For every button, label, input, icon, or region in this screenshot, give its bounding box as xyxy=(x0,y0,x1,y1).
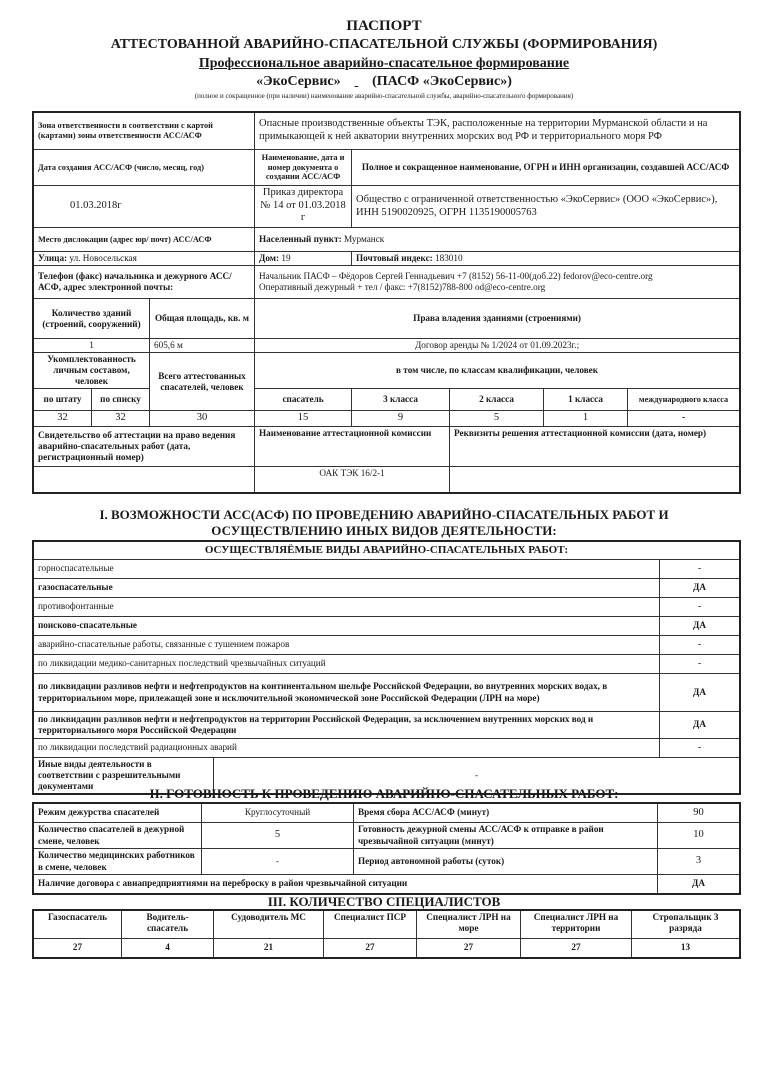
buildings-label: Количество зданий (строений, сооружений) xyxy=(34,299,150,339)
street-label: Улица: xyxy=(38,253,68,263)
creation-doc-value: Приказ директора № 14 от 01.03.2018 г xyxy=(255,186,352,228)
work-row-label: поисково-спасательные xyxy=(34,617,660,636)
zip-value: 183010 xyxy=(435,253,463,263)
class-international-value: - xyxy=(628,411,740,427)
work-row-label: газоспасательные xyxy=(34,579,660,598)
area-label: Общая площадь, кв. м xyxy=(150,299,255,339)
air-contract-value: ДА xyxy=(658,875,740,894)
header-note: (полное и сокращенное (при наличии) наименование аварийно-спасательной службы, аварийно-спасательного формирования) xyxy=(194,92,574,100)
decision-label: Реквизиты решения аттестационной комиссии (дата, номер) xyxy=(450,426,740,466)
assembly-time-label: Время сбора АСС/АСФ (минут) xyxy=(354,804,658,823)
work-row-label: по ликвидации разливов нефти и нефтепродуктов на территории Российской Федерации, за исключением внутренних морских вод и территориального моря Российской Федерации xyxy=(34,712,660,739)
section1-title-line1: I. ВОЗМОЖНОСТИ АСС(АСФ) ПО ПРОВЕДЕНИЮ АВАРИЙНО-СПАСАТЕЛЬНЫХ РАБОТ И xyxy=(99,507,669,522)
rights-label: Права владения зданиями (строениями) xyxy=(255,299,740,339)
duty-mode-value: Круглосуточный xyxy=(202,804,354,823)
work-row-value: - xyxy=(660,636,740,655)
work-row-label: по ликвидации последствий радиационных аварий xyxy=(34,739,660,758)
specialist-count: 27 xyxy=(521,939,632,958)
work-row-value: ДА xyxy=(660,579,740,598)
class-col-3: 3 класса xyxy=(352,389,450,411)
founder-org-label: Полное и сокращенное наименование, ОГРН и ИНН организации, создавшей АСС/АСФ xyxy=(352,150,740,186)
certificate-value xyxy=(34,466,255,492)
street-value: ул. Новосельская xyxy=(69,253,137,263)
document-subtitle: АТТЕСТОВАННОЙ АВАРИЙНО-СПАСАТЕЛЬНОЙ СЛУЖБЫ (ФОРМИРОВАНИЯ) xyxy=(110,37,658,52)
organization-full-name: Профессиональное аварийно-спасательное формирование xyxy=(198,56,570,71)
specialist-col-header: Судоводитель МС xyxy=(214,911,324,939)
staff-actual-value: 32 xyxy=(92,411,150,427)
shift-count-value: 5 xyxy=(202,823,354,849)
medics-value: - xyxy=(202,849,354,875)
class-col-2: 2 класса xyxy=(450,389,544,411)
class-2-value: 5 xyxy=(450,411,544,427)
autonomy-label: Период автономной работы (суток) xyxy=(354,849,658,875)
specialist-col-header: Водитель-спасатель xyxy=(122,911,214,939)
readiness-label: Готовность дежурной смены АСС/АСФ к отправке в район чрезвычайной ситуации (минут) xyxy=(354,823,658,849)
work-row-label: по ликвидации медико-санитарных последствий чрезвычайных ситуаций xyxy=(34,655,660,674)
duty-mode-label: Режим дежурства спасателей xyxy=(34,804,202,823)
work-row-value: - xyxy=(660,655,740,674)
creation-date-label: Дата создания АСС/АСФ (число, месяц, год) xyxy=(34,150,255,186)
air-contract-label: Наличие договора с авиапредприятиями на переброску в район чрезвычайной ситуации xyxy=(34,875,658,894)
city-value: Мурманск xyxy=(343,233,385,244)
city-label: Населенный пункт: xyxy=(259,233,342,244)
work-row-value: - xyxy=(660,598,740,617)
total-certified-label: Всего аттестованных спасателей, человек xyxy=(150,353,255,411)
total-certified-value: 30 xyxy=(150,411,255,427)
section3-title: III. КОЛИЧЕСТВО СПЕЦИАЛИСТОВ xyxy=(267,894,501,909)
zip-cell xyxy=(352,252,740,266)
work-row-label: по ликвидации разливов нефти и нефтепродуктов на континентальном шельфе Российской Федерации, во внутренних морских водах, в территориальном море, прилежащей зоне и исключительной экономической зоне Российской Федерации (ЛРН на море) xyxy=(34,674,660,712)
work-row-value: - xyxy=(660,560,740,579)
house-cell xyxy=(255,252,352,266)
specialist-count: 27 xyxy=(34,939,122,958)
organization-short-name: (ПАСФ «ЭкоСервис») xyxy=(372,74,512,89)
chief-contact: Начальник ПАСФ – Фёдоров Сергей Геннадьевич +7 (8152) 56-11-00(доб.22) fedorov@eco-centre.org xyxy=(259,271,653,281)
commission-label: Наименование аттестационной комиссии xyxy=(255,426,450,466)
class-rescuer-value: 15 xyxy=(255,411,352,427)
phone-label: Телефон (факс) начальника и дежурного АСС/АСФ, адрес электронной почты: xyxy=(34,266,255,299)
work-row-value: ДА xyxy=(660,712,740,739)
work-row-value: ДА xyxy=(660,674,740,712)
specialist-col-header: Стропальщик 3 разряда xyxy=(632,911,740,939)
readiness-value: 10 xyxy=(658,823,740,849)
organization-name: «ЭкоСервис» xyxy=(256,74,341,89)
works-table xyxy=(33,541,740,794)
certificate-label: Свидетельство об аттестации на право ведения аварийно-спасательных работ (дата, регистрационный номер) xyxy=(34,426,255,466)
organization-names xyxy=(0,74,768,90)
zip-label: Почтовый индекс: xyxy=(356,253,433,263)
city-cell xyxy=(255,228,740,252)
class-col-international: международного класса xyxy=(628,389,740,411)
autonomy-value: 3 xyxy=(658,849,740,875)
specialist-count: 13 xyxy=(632,939,740,958)
class-col-1: 1 класса xyxy=(544,389,628,411)
specialist-col-header: Специалист ПСР xyxy=(324,911,417,939)
decision-value xyxy=(450,466,740,492)
staff-planned-value: 32 xyxy=(34,411,92,427)
creation-doc-label: Наименование, дата и номер документа о создании АСС/АСФ xyxy=(255,150,352,186)
creation-date-value: 01.03.2018г xyxy=(34,186,255,228)
specialist-count: 27 xyxy=(324,939,417,958)
phone-cell xyxy=(255,266,740,299)
class-1-value: 1 xyxy=(544,411,628,427)
class-col-rescuer: спасатель xyxy=(255,389,352,411)
founder-org-value: Общество с ограниченной ответственностью «ЭкоСервис» (ООО «ЭкоСервис»), ИНН 5190020925, ОГРН 1135190005763 xyxy=(352,186,740,228)
specialist-col-header: Специалист ЛРН на море xyxy=(417,911,521,939)
class-3-value: 9 xyxy=(352,411,450,427)
staff-col-actual: по списку xyxy=(92,389,150,411)
commission-value: ОАК ТЭК 16/2-1 xyxy=(255,466,450,492)
assembly-time-value: 90 xyxy=(658,804,740,823)
specialist-count: 27 xyxy=(417,939,521,958)
section1-title-line2: ОСУЩЕСТВЛЕНИЮ ИНЫХ ВИДОВ ДЕЯТЕЛЬНОСТИ: xyxy=(211,523,557,538)
shift-count-label: Количество спасателей в дежурной смене, человек xyxy=(34,823,202,849)
work-row-label: аварийно-спасательные работы, связанные с тушением пожаров xyxy=(34,636,660,655)
specialist-col-header: Газоспасатель xyxy=(34,911,122,939)
work-row-label: горноспасательные xyxy=(34,560,660,579)
medics-label: Количество медицинских работников в смене, человек xyxy=(34,849,202,875)
specialist-count: 21 xyxy=(214,939,324,958)
zone-value: Опасные производственные объекты ТЭК, расположенные на территории Мурманской области и на примыкающей к ней акватории внутренних морских вод РФ и территориального моря РФ xyxy=(255,113,740,150)
duty-contact: Оперативный дежурный + тел / факс: +7(8152)788-800 od@eco-centre.org xyxy=(259,282,546,293)
specialists-table xyxy=(33,910,740,958)
buildings-value: 1 xyxy=(34,339,150,353)
by-class-label: в том числе, по классам квалификации, человек xyxy=(255,353,740,389)
staffing-label: Укомплектованность личным составом, человек xyxy=(34,353,150,389)
house-label: Дом: xyxy=(259,253,280,263)
work-row-value: ДА xyxy=(660,617,740,636)
specialist-count: 4 xyxy=(122,939,214,958)
works-table-header: ОСУЩЕСТВЛЯЁМЫЕ ВИДЫ АВАРИЙНО-СПАСАТЕЛЬНЫХ РАБОТ: xyxy=(34,542,740,560)
readiness-table xyxy=(33,803,740,894)
info-table xyxy=(33,112,740,493)
location-label: Место дислокации (адрес юр/ почт) АСС/АСФ xyxy=(34,228,255,252)
staff-col-planned: по штату xyxy=(34,389,92,411)
other-activities-label: Иные виды деятельности в соответствии с разрешительными документами xyxy=(34,758,214,794)
work-row-label: противофонтанные xyxy=(34,598,660,617)
other-activities-value: - xyxy=(214,758,740,794)
zone-label: Зона ответственности в соответствии с картой (картами) зоны ответственности АСС/АСФ xyxy=(34,113,255,150)
street-cell xyxy=(34,252,255,266)
section2-title: II. ГОТОВНОСТЬ К ПРОВЕДЕНИЮ АВАРИЙНО-СПАСАТЕЛЬНЫХ РАБОТ: xyxy=(149,786,619,801)
document-title: ПАСПОРТ xyxy=(346,18,422,34)
work-row-value: - xyxy=(660,739,740,758)
area-value: 605,6 м xyxy=(150,339,255,353)
house-value: 19 xyxy=(281,253,291,263)
specialist-col-header: Специалист ЛРН на территории xyxy=(521,911,632,939)
rights-value: Договор аренды № 1/2024 от 01.09.2023г.; xyxy=(255,339,740,353)
